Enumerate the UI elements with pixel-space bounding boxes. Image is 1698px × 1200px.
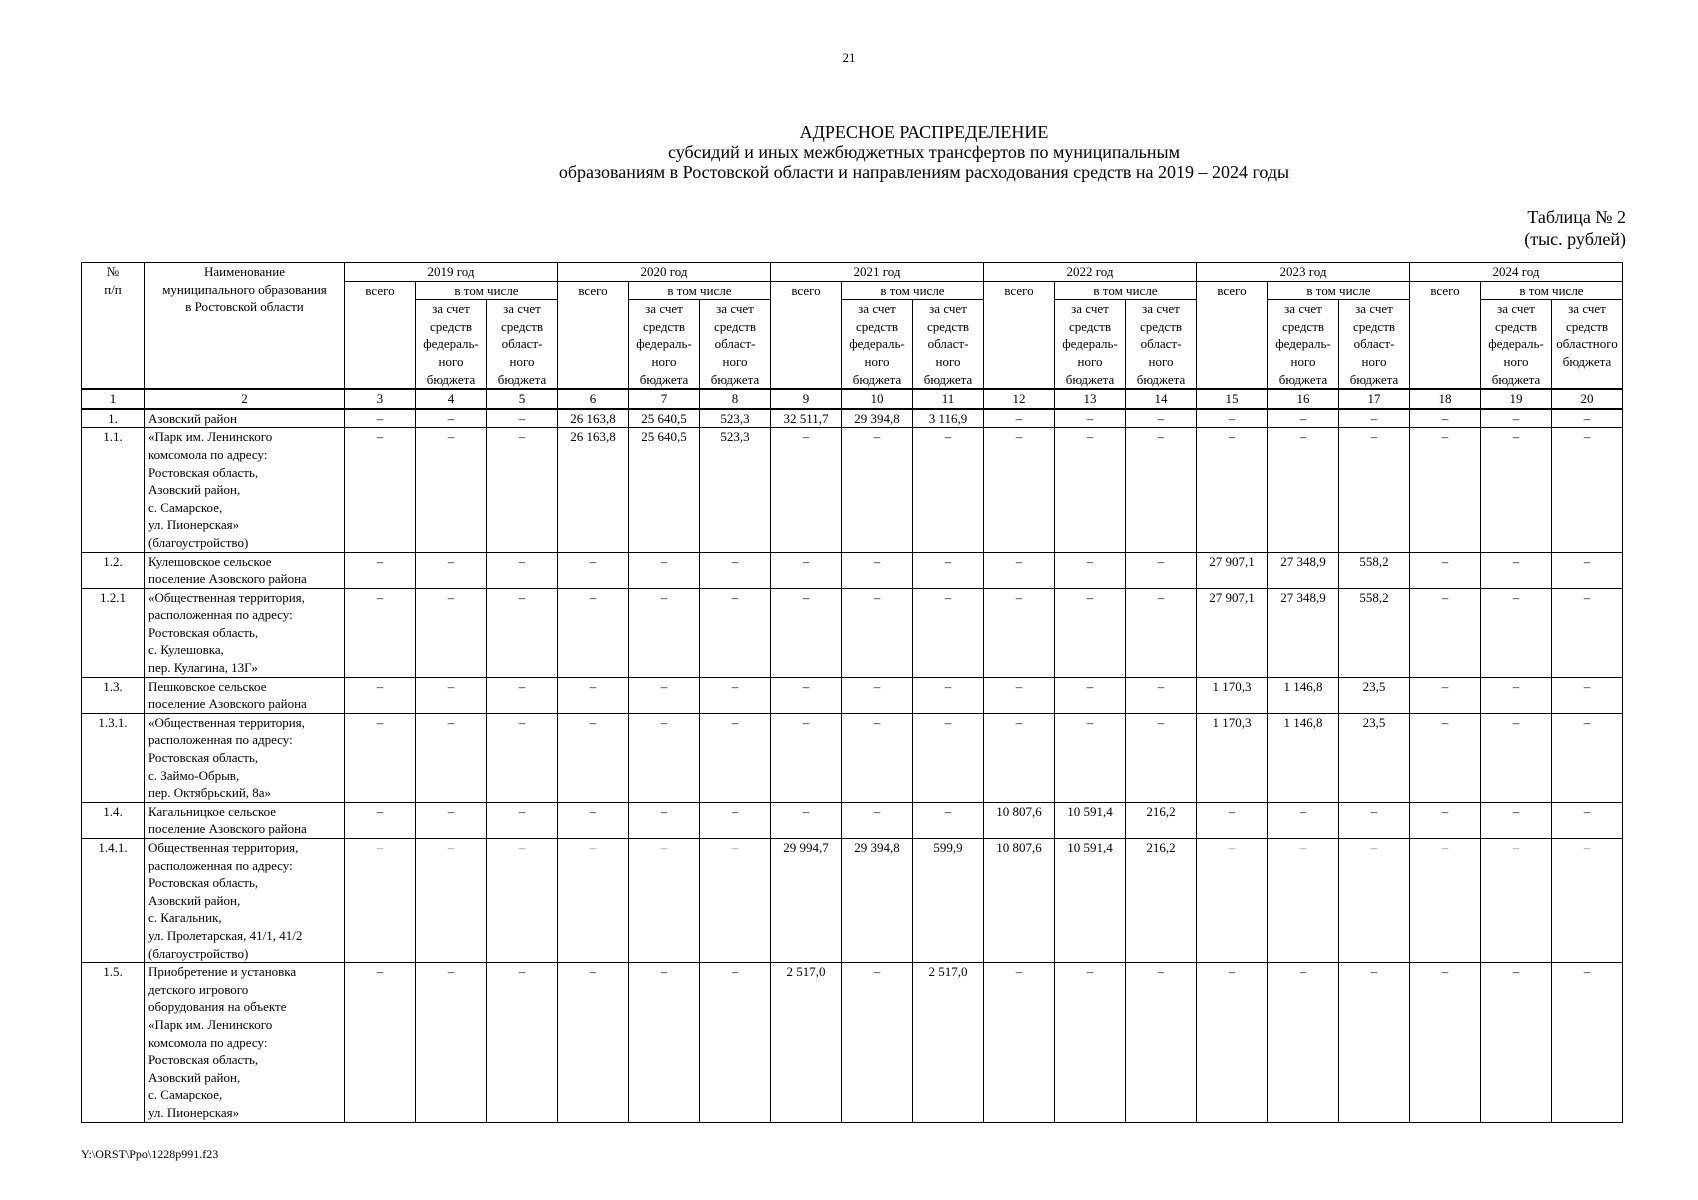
table-label: Таблица № 2 xyxy=(1527,207,1626,227)
header-including: в том числе xyxy=(1268,281,1410,300)
row-name: «Общественная территория, расположенная по адресу: Ростовская область, с. Кулешовка, пер. Кулагина, 13Г» xyxy=(145,588,345,677)
value-cell: 1 170,3 xyxy=(1197,713,1268,802)
value-cell: 216,2 xyxy=(1126,802,1197,838)
value-cell: 3 116,9 xyxy=(913,409,984,428)
value-cell: – xyxy=(1197,409,1268,428)
row-number: 1.2. xyxy=(82,552,145,588)
value-cell: 23,5 xyxy=(1339,677,1410,713)
header-year: 2022 год xyxy=(984,263,1197,282)
header-total: всего xyxy=(558,281,629,389)
value-cell: – xyxy=(1126,713,1197,802)
value-cell: – xyxy=(1552,839,1623,963)
value-cell: 2 517,0 xyxy=(771,963,842,1122)
value-cell: – xyxy=(700,552,771,588)
column-number: 2 xyxy=(145,389,345,409)
row-number: 1.4.1. xyxy=(82,839,145,963)
value-cell: – xyxy=(771,677,842,713)
header-num: № п/п xyxy=(82,263,145,390)
column-number: 12 xyxy=(984,389,1055,409)
value-cell: 29 394,8 xyxy=(842,409,913,428)
table-row xyxy=(82,839,1623,963)
header-regional: за счет средств област- ного бюджета xyxy=(487,300,558,389)
column-number: 18 xyxy=(1410,389,1481,409)
value-cell: – xyxy=(1552,713,1623,802)
value-cell: – xyxy=(558,713,629,802)
value-cell: – xyxy=(984,713,1055,802)
distribution-table xyxy=(81,262,1623,1123)
header-federal: за счет средств федераль- ного бюджета xyxy=(1055,300,1126,389)
value-cell: – xyxy=(700,677,771,713)
value-cell: – xyxy=(345,963,416,1122)
title-line-3: образованиям в Ростовской области и направлениям расходования средств на 2019 – 2024 годы xyxy=(558,162,1290,182)
value-cell: – xyxy=(913,552,984,588)
header-year: 2024 год xyxy=(1410,263,1623,282)
row-name: «Общественная территория, расположенная по адресу: Ростовская область, с. Займо-Обрыв, пер. Октябрьский, 8а» xyxy=(145,713,345,802)
value-cell: – xyxy=(913,677,984,713)
header-regional: за счет средств област- ного бюджета xyxy=(1126,300,1197,389)
value-cell: – xyxy=(487,677,558,713)
header-including: в том числе xyxy=(416,281,558,300)
row-number: 1.3.1. xyxy=(82,713,145,802)
row-name: Пешковское сельское поселение Азовского района xyxy=(145,677,345,713)
value-cell: – xyxy=(558,677,629,713)
column-number: 9 xyxy=(771,389,842,409)
value-cell: – xyxy=(1481,963,1552,1122)
header-regional: за счет средств област- ного бюджета xyxy=(913,300,984,389)
value-cell: 558,2 xyxy=(1339,588,1410,677)
column-number: 17 xyxy=(1339,389,1410,409)
value-cell: – xyxy=(1055,713,1126,802)
column-number: 3 xyxy=(345,389,416,409)
value-cell: – xyxy=(1268,428,1339,552)
value-cell: – xyxy=(842,802,913,838)
header-row-years xyxy=(82,263,1623,282)
value-cell: 10 807,6 xyxy=(984,839,1055,963)
value-cell: 26 163,8 xyxy=(558,428,629,552)
value-cell: – xyxy=(700,839,771,963)
value-cell: – xyxy=(629,713,700,802)
value-cell: – xyxy=(416,802,487,838)
value-cell: – xyxy=(1552,409,1623,428)
value-cell: – xyxy=(1410,428,1481,552)
value-cell: – xyxy=(1410,963,1481,1122)
value-cell: – xyxy=(700,588,771,677)
value-cell: – xyxy=(771,713,842,802)
value-cell: – xyxy=(1410,802,1481,838)
table-row xyxy=(82,428,1623,552)
value-cell: 32 511,7 xyxy=(771,409,842,428)
header-year: 2023 год xyxy=(1197,263,1410,282)
value-cell: – xyxy=(487,802,558,838)
value-cell: 216,2 xyxy=(1126,839,1197,963)
value-cell: – xyxy=(416,409,487,428)
value-cell: – xyxy=(1481,588,1552,677)
value-cell: – xyxy=(487,428,558,552)
value-cell: 27 907,1 xyxy=(1197,552,1268,588)
row-name: Азовский район xyxy=(145,409,345,428)
column-number: 14 xyxy=(1126,389,1197,409)
value-cell: – xyxy=(1552,428,1623,552)
file-path-footer: Y:\ORST\Ppo\1228p991.f23 xyxy=(81,1147,219,1161)
column-number: 8 xyxy=(700,389,771,409)
value-cell: 558,2 xyxy=(1339,552,1410,588)
value-cell: – xyxy=(842,963,913,1122)
value-cell: – xyxy=(984,588,1055,677)
value-cell: – xyxy=(771,552,842,588)
value-cell: – xyxy=(487,552,558,588)
value-cell: – xyxy=(345,839,416,963)
header-regional: за счет средств областного бюджета xyxy=(1552,300,1623,389)
column-number: 20 xyxy=(1552,389,1623,409)
value-cell: – xyxy=(416,713,487,802)
value-cell: 10 591,4 xyxy=(1055,839,1126,963)
value-cell: – xyxy=(1410,588,1481,677)
title-line-2: субсидий и иных межбюджетных трансфертов по муниципальным xyxy=(667,142,1181,162)
value-cell: – xyxy=(842,588,913,677)
row-number: 1.3. xyxy=(82,677,145,713)
value-cell: – xyxy=(345,552,416,588)
value-cell: – xyxy=(487,588,558,677)
header-total: всего xyxy=(345,281,416,389)
header-including: в том числе xyxy=(1481,281,1623,300)
value-cell: – xyxy=(558,552,629,588)
value-cell: 599,9 xyxy=(913,839,984,963)
value-cell: 2 517,0 xyxy=(913,963,984,1122)
title-line-1: АДРЕСНОЕ РАСПРЕДЕЛЕНИЕ xyxy=(799,122,1049,142)
column-number: 7 xyxy=(629,389,700,409)
table-header xyxy=(82,263,1623,409)
header-federal: за счет средств федераль- ного бюджета xyxy=(842,300,913,389)
row-name: Общественная территория, расположенная по адресу: Ростовская область, Азовский район, с. Кагальник, ул. Пролетарская, 41/1, 41/2 (благоустройство) xyxy=(145,839,345,963)
header-total: всего xyxy=(1197,281,1268,389)
value-cell: – xyxy=(842,552,913,588)
value-cell: – xyxy=(1481,839,1552,963)
value-cell: 27 907,1 xyxy=(1197,588,1268,677)
value-cell: – xyxy=(629,588,700,677)
value-cell: – xyxy=(984,963,1055,1122)
page-number: 21 xyxy=(842,50,856,65)
value-cell: – xyxy=(416,428,487,552)
value-cell: – xyxy=(1126,428,1197,552)
value-cell: 25 640,5 xyxy=(629,428,700,552)
value-cell: – xyxy=(629,677,700,713)
value-cell: 27 348,9 xyxy=(1268,552,1339,588)
row-number: 1.2.1 xyxy=(82,588,145,677)
value-cell: – xyxy=(1268,802,1339,838)
value-cell: – xyxy=(1339,839,1410,963)
row-name: Приобретение и установка детского игрового оборудования на объекте «Парк им. Ленинского комсомола по адресу: Ростовская область, Азовский район, с. Самарское, ул. Пионерская» xyxy=(145,963,345,1122)
value-cell: – xyxy=(416,552,487,588)
value-cell: – xyxy=(487,713,558,802)
value-cell: – xyxy=(345,588,416,677)
value-cell: – xyxy=(1339,963,1410,1122)
row-number: 1. xyxy=(82,409,145,428)
value-cell: – xyxy=(771,428,842,552)
value-cell: – xyxy=(1055,428,1126,552)
value-cell: – xyxy=(558,839,629,963)
value-cell: – xyxy=(1197,802,1268,838)
value-cell: – xyxy=(1055,552,1126,588)
value-cell: – xyxy=(913,802,984,838)
table-row xyxy=(82,802,1623,838)
value-cell: – xyxy=(1126,963,1197,1122)
row-name: «Парк им. Ленинского комсомола по адресу: Ростовская область, Азовский район, с. Самарское, ул. Пионерская» (благоустройство) xyxy=(145,428,345,552)
value-cell: – xyxy=(1268,839,1339,963)
row-number: 1.4. xyxy=(82,802,145,838)
header-regional: за счет средств област- ного бюджета xyxy=(1339,300,1410,389)
column-number: 11 xyxy=(913,389,984,409)
value-cell: – xyxy=(487,963,558,1122)
value-cell: 1 170,3 xyxy=(1197,677,1268,713)
value-cell: – xyxy=(984,428,1055,552)
value-cell: – xyxy=(1339,802,1410,838)
value-cell: – xyxy=(984,677,1055,713)
value-cell: – xyxy=(416,963,487,1122)
column-number: 4 xyxy=(416,389,487,409)
document-title xyxy=(0,122,1698,182)
header-regional: за счет средств област- ного бюджета xyxy=(700,300,771,389)
value-cell: – xyxy=(1126,552,1197,588)
table-row xyxy=(82,409,1623,428)
value-cell: – xyxy=(1126,409,1197,428)
header-federal: за счет средств федераль- ного бюджета xyxy=(629,300,700,389)
value-cell: 523,3 xyxy=(700,409,771,428)
distribution-table-wrap xyxy=(81,262,1623,1123)
value-cell: – xyxy=(771,802,842,838)
value-cell: – xyxy=(1197,963,1268,1122)
value-cell: – xyxy=(416,588,487,677)
value-cell: – xyxy=(1552,802,1623,838)
header-year: 2020 год xyxy=(558,263,771,282)
value-cell: – xyxy=(1410,839,1481,963)
column-number: 13 xyxy=(1055,389,1126,409)
value-cell: 29 394,8 xyxy=(842,839,913,963)
column-number: 5 xyxy=(487,389,558,409)
column-number: 6 xyxy=(558,389,629,409)
column-number: 1 xyxy=(82,389,145,409)
value-cell: – xyxy=(629,839,700,963)
row-number: 1.1. xyxy=(82,428,145,552)
value-cell: 10 591,4 xyxy=(1055,802,1126,838)
value-cell: – xyxy=(1481,428,1552,552)
value-cell: – xyxy=(700,802,771,838)
value-cell: – xyxy=(1410,409,1481,428)
value-cell: 1 146,8 xyxy=(1268,677,1339,713)
value-cell: – xyxy=(984,409,1055,428)
value-cell: – xyxy=(345,677,416,713)
value-cell: 27 348,9 xyxy=(1268,588,1339,677)
value-cell: 10 807,6 xyxy=(984,802,1055,838)
table-row xyxy=(82,963,1623,1122)
header-including: в том числе xyxy=(1055,281,1197,300)
table-row xyxy=(82,588,1623,677)
value-cell: – xyxy=(558,588,629,677)
header-total: всего xyxy=(984,281,1055,389)
value-cell: – xyxy=(345,428,416,552)
header-row-col-numbers xyxy=(82,389,1623,409)
value-cell: – xyxy=(629,552,700,588)
value-cell: – xyxy=(771,588,842,677)
value-cell: – xyxy=(1410,677,1481,713)
value-cell: – xyxy=(1481,713,1552,802)
value-cell: – xyxy=(1268,963,1339,1122)
value-cell: – xyxy=(487,839,558,963)
value-cell: 523,3 xyxy=(700,428,771,552)
header-name: Наименование муниципального образования в Ростовской области xyxy=(145,263,345,390)
header-including: в том числе xyxy=(842,281,984,300)
value-cell: – xyxy=(416,677,487,713)
value-cell: 23,5 xyxy=(1339,713,1410,802)
column-number: 19 xyxy=(1481,389,1552,409)
header-federal: за счет средств федераль- ного бюджета xyxy=(1481,300,1552,389)
value-cell: 1 146,8 xyxy=(1268,713,1339,802)
value-cell: – xyxy=(629,963,700,1122)
value-cell: – xyxy=(1055,409,1126,428)
value-cell: – xyxy=(1126,588,1197,677)
value-cell: – xyxy=(1126,677,1197,713)
value-cell: 26 163,8 xyxy=(558,409,629,428)
value-cell: – xyxy=(984,552,1055,588)
value-cell: – xyxy=(558,963,629,1122)
table-body xyxy=(82,409,1623,1122)
value-cell: – xyxy=(913,713,984,802)
table-row xyxy=(82,713,1623,802)
value-cell: – xyxy=(700,713,771,802)
header-total: всего xyxy=(1410,281,1481,389)
value-cell: – xyxy=(1055,677,1126,713)
value-cell: 29 994,7 xyxy=(771,839,842,963)
value-cell: – xyxy=(345,802,416,838)
value-cell: – xyxy=(1410,552,1481,588)
value-cell: – xyxy=(1339,409,1410,428)
value-cell: – xyxy=(1481,552,1552,588)
value-cell: – xyxy=(842,677,913,713)
value-cell: – xyxy=(345,713,416,802)
value-cell: – xyxy=(1055,588,1126,677)
value-cell: – xyxy=(1481,409,1552,428)
value-cell: 25 640,5 xyxy=(629,409,700,428)
row-name: Кагальницкое сельское поселение Азовского района xyxy=(145,802,345,838)
value-cell: – xyxy=(1410,713,1481,802)
value-cell: – xyxy=(1197,839,1268,963)
value-cell: – xyxy=(1552,588,1623,677)
value-cell: – xyxy=(1481,677,1552,713)
value-cell: – xyxy=(1481,802,1552,838)
value-cell: – xyxy=(1552,677,1623,713)
value-cell: – xyxy=(1268,409,1339,428)
column-number: 15 xyxy=(1197,389,1268,409)
row-name: Кулешовское сельское поселение Азовского района xyxy=(145,552,345,588)
table-row xyxy=(82,677,1623,713)
value-cell: – xyxy=(1552,963,1623,1122)
value-cell: – xyxy=(1339,428,1410,552)
header-total: всего xyxy=(771,281,842,389)
units-label: (тыс. рублей) xyxy=(1524,229,1626,249)
value-cell: – xyxy=(913,588,984,677)
header-federal: за счет средств федераль- ного бюджета xyxy=(1268,300,1339,389)
value-cell: – xyxy=(558,802,629,838)
header-year: 2021 год xyxy=(771,263,984,282)
row-number: 1.5. xyxy=(82,963,145,1122)
value-cell: – xyxy=(416,839,487,963)
value-cell: – xyxy=(629,802,700,838)
value-cell: – xyxy=(913,428,984,552)
column-number: 10 xyxy=(842,389,913,409)
value-cell: – xyxy=(487,409,558,428)
value-cell: – xyxy=(345,409,416,428)
column-number: 16 xyxy=(1268,389,1339,409)
value-cell: – xyxy=(700,963,771,1122)
value-cell: – xyxy=(842,713,913,802)
value-cell: – xyxy=(1197,428,1268,552)
header-federal: за счет средств федераль- ного бюджета xyxy=(416,300,487,389)
value-cell: – xyxy=(1055,963,1126,1122)
header-including: в том числе xyxy=(629,281,771,300)
table-caption xyxy=(1524,206,1626,250)
header-year: 2019 год xyxy=(345,263,558,282)
value-cell: – xyxy=(842,428,913,552)
table-row xyxy=(82,552,1623,588)
value-cell: – xyxy=(1552,552,1623,588)
